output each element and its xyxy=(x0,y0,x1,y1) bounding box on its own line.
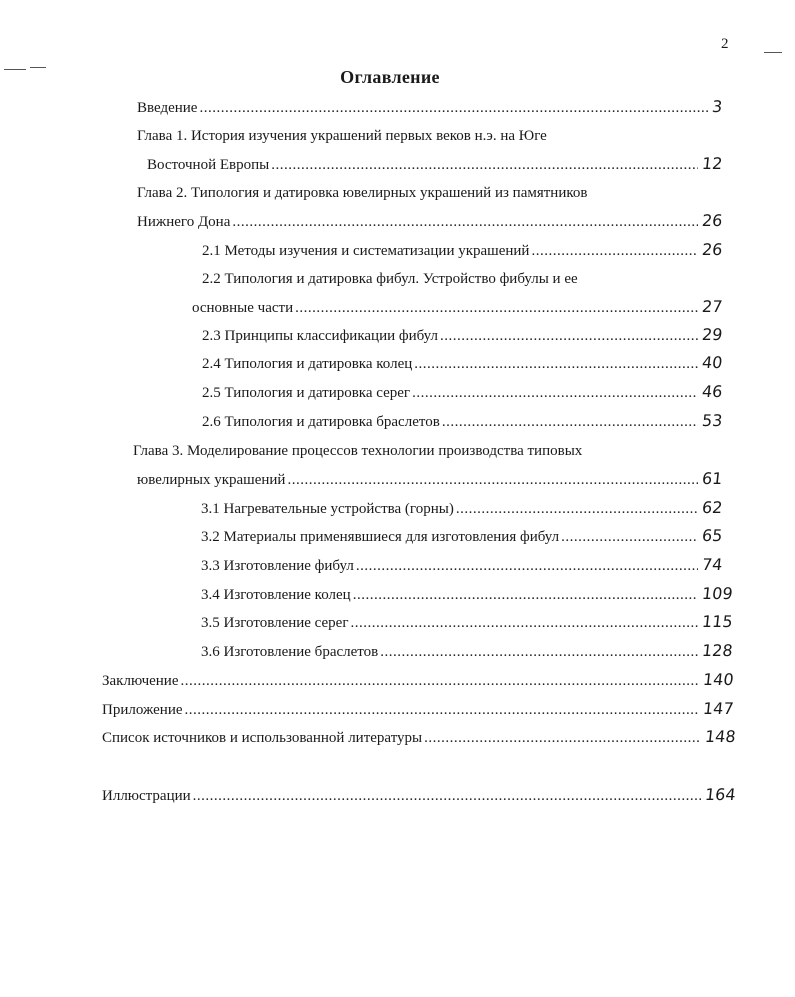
toc-entry-label: Введение xyxy=(137,100,198,116)
toc-entry-label: Иллюстрации xyxy=(102,788,191,804)
toc-entry-page: 26 xyxy=(700,211,724,230)
toc-entry-label: 2.3 Принципы классификации фибул xyxy=(202,328,439,344)
toc-entry-appendix xyxy=(102,698,734,720)
toc-entry-2-2 xyxy=(192,296,722,318)
toc-entry-label: 3.5 Изготовление серег xyxy=(201,615,349,631)
toc-entry-2-4 xyxy=(202,352,722,374)
toc-entry-2-6 xyxy=(202,410,722,432)
page-number: 2 xyxy=(721,36,729,52)
toc-entry-label: 3.4 Изготовление колец xyxy=(201,587,351,603)
toc-entry-page: 62 xyxy=(700,498,724,517)
toc-entry-page: 40 xyxy=(700,353,724,372)
toc-entry-label: 2.1 Методы изучения и систематизации украшений xyxy=(202,243,530,259)
toc-leader-dots xyxy=(193,785,702,807)
toc-leader-dots xyxy=(199,97,707,119)
toc-entry-label: 2.5 Типология и датировка серег xyxy=(202,385,411,401)
toc-entry-introduction xyxy=(137,96,722,118)
toc-entry-2-1 xyxy=(202,239,722,261)
toc-leader-dots xyxy=(442,411,698,433)
toc-leader-dots xyxy=(531,240,697,262)
toc-leader-dots xyxy=(181,670,700,692)
toc-leader-dots xyxy=(456,498,698,520)
toc-entry-2-2-line-1: 2.2 Типология и датировка фибул. Устройство фибулы и ее xyxy=(202,271,578,287)
toc-entry-chapter-3-line-1: Глава 3. Моделирование процессов технологии производства типовых xyxy=(133,443,583,459)
toc-entry-page: 140 xyxy=(702,670,736,689)
toc-entry-page: 27 xyxy=(700,297,724,316)
toc-entry-page: 164 xyxy=(704,785,738,804)
toc-entry-label: основные части xyxy=(192,300,294,316)
toc-entry-chapter-2 xyxy=(137,210,722,232)
toc-title: Оглавление xyxy=(340,67,440,87)
toc-entry-page: 147 xyxy=(702,699,736,718)
toc-leader-dots xyxy=(380,641,698,663)
toc-leader-dots xyxy=(271,154,697,176)
toc-entry-label: 3.1 Нагревательные устройства (горны) xyxy=(201,501,454,517)
toc-entry-label: Список источников и использованной литературы xyxy=(102,730,423,746)
toc-leader-dots xyxy=(232,211,697,233)
toc-entry-3-6 xyxy=(201,640,733,662)
toc-entry-page: 46 xyxy=(700,382,724,401)
toc-entry-label: Заключение xyxy=(102,673,179,689)
scan-speck xyxy=(764,52,782,53)
toc-entry-page: 53 xyxy=(700,411,724,430)
toc-leader-dots xyxy=(424,727,701,749)
toc-entry-3-1 xyxy=(201,497,722,519)
toc-entry-page: 128 xyxy=(701,641,735,660)
toc-entry-chapter-3 xyxy=(137,468,722,490)
toc-entry-page: 3 xyxy=(710,97,724,116)
toc-entry-page: 148 xyxy=(704,727,738,746)
toc-entry-page: 29 xyxy=(700,325,724,344)
toc-leader-dots xyxy=(356,555,698,577)
toc-entry-page: 74 xyxy=(700,555,724,574)
toc-leader-dots xyxy=(351,612,699,634)
toc-entry-label: 3.2 Материалы применявшиеся для изготовления фибул xyxy=(201,529,560,545)
toc-leader-dots xyxy=(414,353,697,375)
toc-entry-2-5 xyxy=(202,381,722,403)
toc-leader-dots xyxy=(561,526,698,548)
toc-entry-chapter-1-line-1: Глава 1. История изучения украшений первых веков н.э. на Юге xyxy=(137,128,547,144)
toc-entry-page: 115 xyxy=(701,612,735,631)
toc-entry-label: Нижнего Дона xyxy=(137,214,231,230)
toc-entry-label: Восточной Европы xyxy=(147,157,270,173)
toc-entry-conclusion xyxy=(102,669,734,691)
toc-entry-3-2 xyxy=(201,525,722,547)
toc-entry-label: 2.6 Типология и датировка браслетов xyxy=(202,414,440,430)
toc-leader-dots xyxy=(287,469,697,491)
toc-entry-3-4 xyxy=(201,583,733,605)
toc-leader-dots xyxy=(412,382,698,404)
toc-entry-label: 2.4 Типология и датировка колец xyxy=(202,356,413,372)
toc-entry-page: 12 xyxy=(700,154,724,173)
toc-entry-label: 3.3 Изготовление фибул xyxy=(201,558,354,574)
toc-entry-page: 109 xyxy=(701,584,735,603)
toc-entry-2-3 xyxy=(202,324,722,346)
toc-entry-page: 61 xyxy=(700,469,724,488)
toc-entry-references xyxy=(102,726,736,748)
toc-entry-label: 3.6 Изготовление браслетов xyxy=(201,644,379,660)
toc-entry-3-3 xyxy=(201,554,722,576)
toc-entry-illustrations xyxy=(102,784,736,806)
toc-entry-page: 65 xyxy=(700,526,724,545)
toc-entry-3-5 xyxy=(201,611,733,633)
toc-leader-dots xyxy=(353,584,699,606)
toc-entry-chapter-1 xyxy=(147,153,722,175)
toc-leader-dots xyxy=(295,297,698,319)
toc-leader-dots xyxy=(440,325,698,347)
toc-entry-label: Приложение xyxy=(102,702,183,718)
toc-entry-label: ювелирных украшений xyxy=(137,472,286,488)
toc-entry-page: 26 xyxy=(700,240,724,259)
toc-leader-dots xyxy=(185,699,700,721)
toc-entry-chapter-2-line-1: Глава 2. Типология и датировка ювелирных украшений из памятников xyxy=(137,185,588,201)
